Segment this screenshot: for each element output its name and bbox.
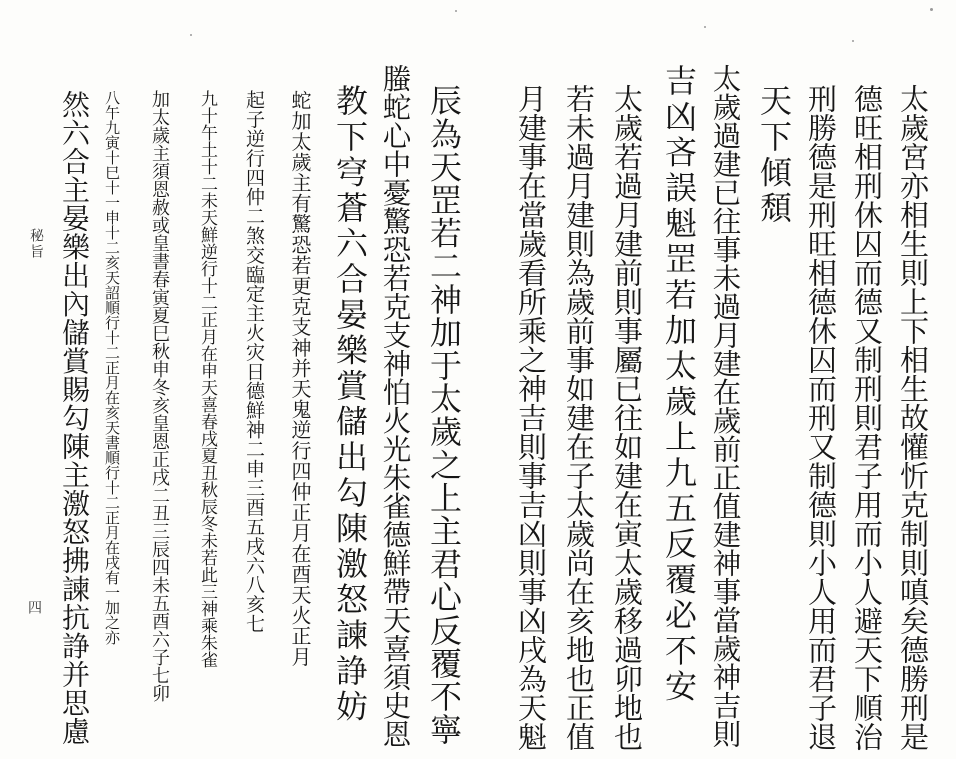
text-column-1: 太歲宮亦相生則上下相生故懽忻克制則嗔矣德勝刑是 [896,84,930,751]
text-column-3: 刑勝德是刑旺相德休囚而刑又制德則小人用而君子退 [804,84,838,751]
paper-speck [704,26,706,28]
text-column-15: 九十午土十二未天鮮逆行十二正月在申天喜春戌夏丑秋辰冬未若此三神乘朱雀 [197,90,217,668]
page-number: 四 [26,600,42,616]
margin-title: 秘旨 [28,228,44,260]
paper-speck [930,8,933,11]
text-column-12: 教下穹蒼六合晏樂賞儲出勾陳激怒諫諍妨 [331,84,369,725]
text-column-14: 起子逆行四仲二煞交臨定主火灾日德鮮神二申三酉五戌六八亥七 [243,90,265,634]
text-column-5: 太歲過建已往事未過月建在歲前正值建神事當歲神吉則 [708,64,742,748]
text-column-13: 蛇加太歲主有驚恐若更克支神并天鬼逆行四仲正月在酉天火正月 [288,90,312,667]
text-column-4: 天下傾頹 [755,84,793,227]
text-column-6: 吉凶吝誤魁罡若加太歲上九五反覆必不安 [660,64,698,705]
text-column-16: 加太歲主須恩赦或皇書春寅夏巳秋申冬亥皇恩正戌二丑三辰四未五酉六子七卯 [149,90,170,702]
paper-speck [852,40,854,42]
text-column-2: 德旺相刑休囚而德又制刑則君子用而小人避天下順治 [850,84,884,751]
text-column-8: 若未過月建則為歲前事如建在子太歲尚在亥地也正值 [562,84,596,751]
text-column-7: 太歲若過月建前則事屬已往如建在寅太歲移過卯地也 [610,84,644,751]
text-column-18: 然六合主晏樂出內儲賞賜勾陳主激怒拂諫抗諍并思慮 [58,90,91,746]
text-column-17: 八午九寅十巳十一申十二亥天詔順行十二正月在亥天書順行十二正月在戌有一加之亦 [103,90,121,645]
paper-speck [190,34,192,36]
text-column-11: 螣蛇心中憂驚恐若克支神怕火光朱雀德鮮帶天喜須史恩 [378,64,412,748]
paper-speck [455,10,457,12]
text-column-9: 月建事在當歲看所乘之神吉則事吉凶則事凶戌為天魁 [514,84,548,751]
text-column-10: 辰為天罡若二神加于太歲之上主君心反覆不寧 [425,84,463,746]
